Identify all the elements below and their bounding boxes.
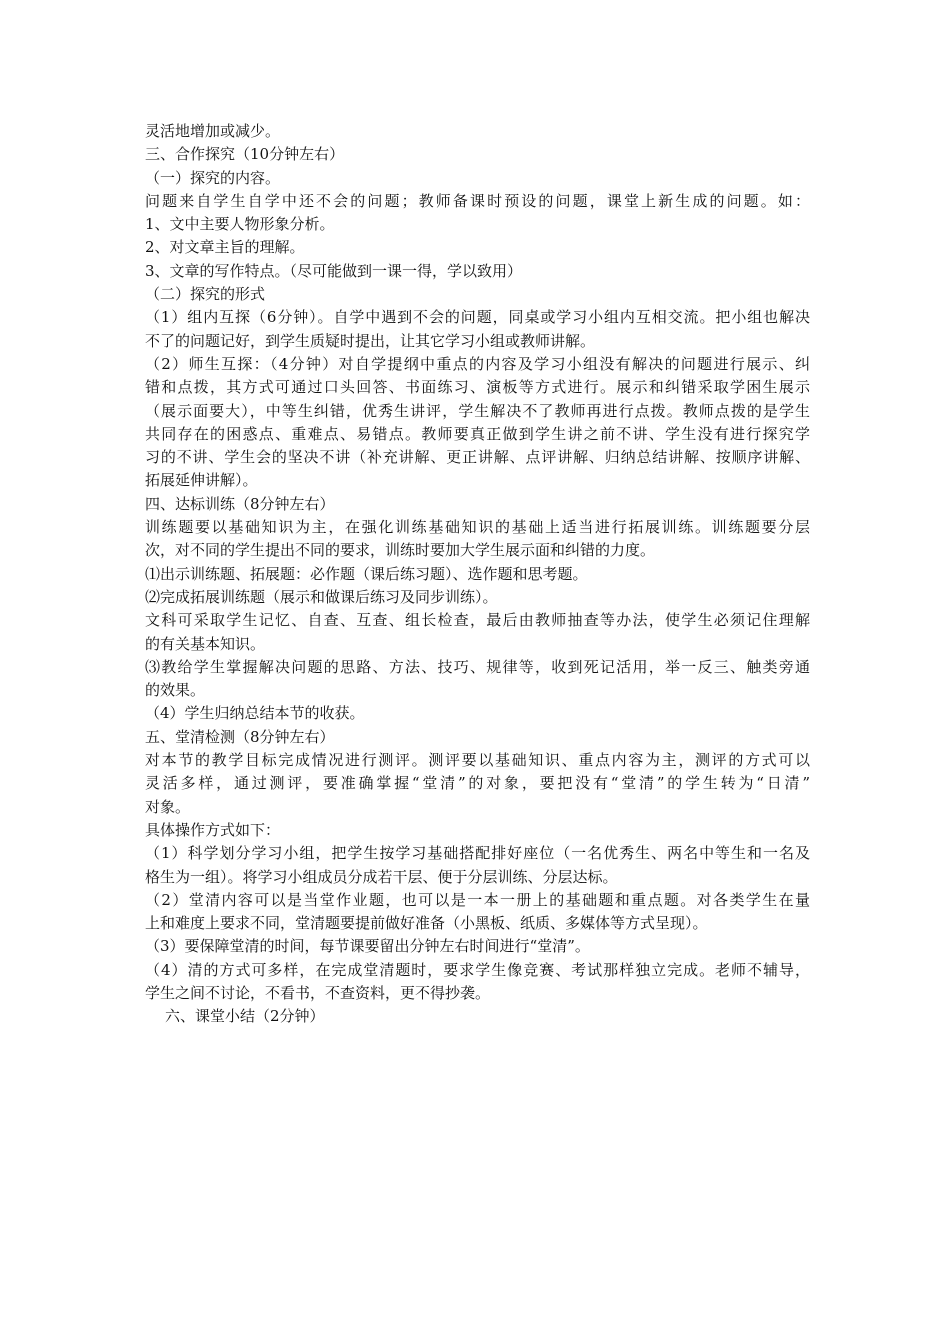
- text-line: （4）清的方式可多样，在完成堂清题时，要求学生像竞赛、考试那样独立完成。老师不辅导，: [145, 960, 810, 979]
- text-line: 3、文章的写作特点。（尽可能做到一课一得，学以致用）: [145, 261, 523, 280]
- text-line: （2）师生互探：（4分钟）对自学提纲中重点的内容及学习小组没有解决的问题进行展示、纠: [145, 354, 810, 373]
- text-line: 次，对不同的学生提出不同的要求，训练时要加大学生展示面和纠错的力度。: [145, 541, 656, 560]
- text-line: 上和难度上要求不同，堂清题要提前做好准备（小黑板、纸质、多媒体等方式呈现）。: [145, 914, 708, 933]
- text-line: 格生为一组）。将学习小组成员分成若干层、便于分层训练、分层达标。: [145, 867, 618, 886]
- text-line: 的有关基本知识。: [145, 634, 266, 653]
- text-line: （1）科学划分学习小组，把学生按学习基础搭配排好座位（一名优秀生、两名中等生和一名及: [145, 844, 810, 863]
- text-line: 具体操作方式如下：: [145, 820, 281, 839]
- text-line: ⑵完成拓展训练题（展示和做课后练习及同步训练）。: [145, 587, 498, 606]
- text-line: 灵活地增加或减少。: [145, 122, 281, 140]
- document-body: [145, 120, 810, 1029]
- text-line: （2）堂清内容可以是当堂作业题，也可以是一本一册上的基础题和重点题。对各类学生在量: [145, 890, 810, 909]
- text-line: （二）探究的形式: [145, 285, 266, 304]
- text-line: 的效果。: [145, 681, 206, 700]
- text-line: ⑶教给学生掌握解决问题的思路、方法、技巧、规律等，收到死记活用，举一反三、触类旁通: [145, 657, 810, 676]
- text-line: （4）学生归纳总结本节的收获。: [145, 704, 365, 723]
- text-line: 错和点拨，其方式可通过口头回答、书面练习、演板等方式进行。展示和纠错采取学困生展示: [145, 378, 810, 397]
- text-line: 对本节的教学目标完成情况进行测评。测评要以基础知识、重点内容为主，测评的方式可以: [145, 751, 810, 770]
- text-line: 文科可采取学生记忆、自查、互查、组长检查，最后由教师抽查等办法，使学生必须记住理解: [145, 611, 810, 630]
- text-line: 六、课堂小结（2分钟）: [165, 1007, 325, 1026]
- text-line: 四、达标训练（8分钟左右）: [145, 494, 335, 513]
- text-line: 1、文中主要人物形象分析。: [145, 215, 335, 234]
- text-line: 不了的问题记好，到学生质疑时提出，让其它学习小组或教师讲解。: [145, 331, 596, 350]
- text-line: 2、对文章主旨的理解。: [145, 238, 305, 257]
- text-line: 灵活多样，通过测评，要准确掌握“堂清”的对象，要把没有“堂清”的学生转为“日清”: [145, 774, 810, 793]
- text-line: （3）要保障堂清的时间，每节课要留出分钟左右时间进行“堂清”。: [145, 937, 590, 956]
- text-line: 问题来自学生自学中还不会的问题；教师备课时预设的问题，课堂上新生成的问题。如：: [145, 191, 810, 210]
- text-line: 习的不讲、学生会的坚决不讲（补充讲解、更正讲解、点评讲解、归纳总结讲解、按顺序讲解、: [145, 448, 810, 467]
- text-line: 训练题要以基础知识为主，在强化训练基础知识的基础上适当进行拓展训练。训练题要分层: [145, 518, 810, 537]
- text-line: （一）探究的内容。: [145, 168, 281, 187]
- text-line: （展示面要大），中等生纠错，优秀生讲评，学生解决不了教师再进行点拨。教师点拨的是学生: [145, 401, 810, 420]
- text-line: ⑴出示训练题、拓展题：必作题（课后练习题）、选作题和思考题。: [145, 564, 588, 583]
- text-line: （1）组内互探（6分钟）。自学中遇到不会的问题，同桌或学习小组内互相交流。把小组也解决: [145, 308, 810, 327]
- text-line: 三、合作探究（10分钟左右）: [145, 145, 345, 164]
- text-line: 五、堂清检测（8分钟左右）: [145, 727, 335, 746]
- text-line: 对象。: [145, 797, 191, 816]
- text-line: 共同存在的困惑点、重难点、易错点。教师要真正做到学生讲之前不讲、学生没有进行探究学: [145, 424, 810, 443]
- text-line: 学生之间不讨论，不看书，不查资料，更不得抄袭。: [145, 983, 491, 1002]
- text-line: 拓展延伸讲解）。: [145, 471, 258, 490]
